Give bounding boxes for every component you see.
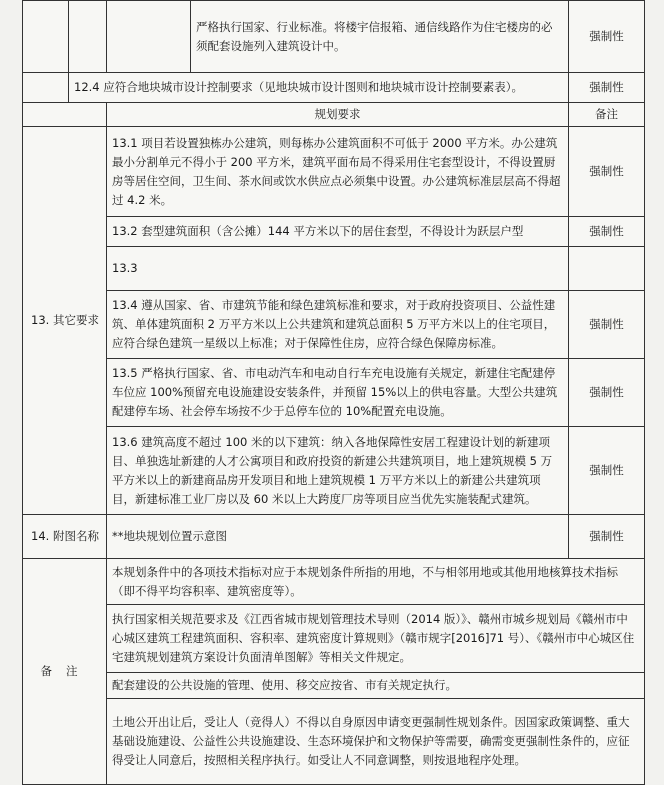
row-12-4: [23, 73, 645, 103]
requirement-text: 13.3: [107, 247, 569, 291]
mandatory-mark: 强制性: [569, 291, 645, 359]
note-text: 土地公开出让后，受让人（竞得人）不得以自身原因申请变更强制性规划条件。因国家政策调整、重大基础设施建设、公益性公共设施建设、生态环境保护和文物保护等需要，确需变更强制性条件的，应征得受让人同意后，按照相关程序执行。如受让人不同意调整，则按退地程序处理。: [107, 699, 645, 785]
requirement-text: 13.5 严格执行国家、省、市电动汽车和电动自行车充电设施有关规定，新建住宅配建停车位应 100%预留充电设施建设安装条件，并预留 15%以上的供电容量。大型公共建筑配建停车场、社会停车场按不少于总停车位的 10%配置充电设施。: [107, 359, 569, 427]
row-13-2: [23, 217, 645, 247]
mandatory-mark: 强制性: [569, 359, 645, 427]
continued-row: [23, 1, 645, 73]
requirement-text: 13.1 项目若设置独栋办公建筑，则每栋办公建筑面积不可低于 2000 平方米。办公建筑最小分割单元不得小于 200 平方米，建筑平面布局不得采用住宅套型设计，不得设置厨房等居住空间，卫生间、茶水间或饮水供应点必须集中设置。办公建筑标准层层高不得超过 4.2 米。: [107, 127, 569, 217]
header-remarks: 备注: [569, 103, 645, 127]
requirement-text: 13.6 建筑高度不超过 100 米的以下建筑：纳入各地保障性安居工程建设计划的新建项目、单独选址新建的人才公寓项目和政府投资的新建公共建筑项目，地上建筑规模 5 万平方米以上的新建商品房开发项目和地上建筑规模 1 万平方米以上的新建公共建筑项目，新建标准工业厂房以及 60 米以上大跨度厂房等项目应当优先实施装配式建筑。: [107, 427, 569, 515]
empty-cell: [23, 1, 69, 73]
mandatory-mark: 强制性: [569, 1, 645, 73]
notes-label: 备注: [23, 559, 107, 785]
requirement-text: 12.4 应符合地块城市设计控制要求（见地块城市设计图则和地块城市设计控制要素表）。: [69, 73, 569, 103]
attachment-name: **地块规划位置示意图: [107, 515, 569, 559]
mandatory-mark: 强制性: [569, 127, 645, 217]
mandatory-mark: 强制性: [569, 73, 645, 103]
empty-cell: [69, 1, 107, 73]
requirement-text: 严格执行国家、行业标准。将楼宇信报箱、通信线路作为住宅楼房的必须配套设施列入建筑设计中。: [191, 1, 569, 73]
header-requirements: 规划要求: [107, 103, 569, 127]
empty-cell: [23, 73, 69, 103]
row-13-4: [23, 291, 645, 359]
row-13-3: [23, 247, 645, 291]
requirement-text: 13.2 套型建筑面积（含公摊）144 平方米以下的居住套型，不得设计为跃层户型: [107, 217, 569, 247]
empty-cell: [23, 103, 107, 127]
note-text: 执行国家相关规范要求及《江西省城市规划管理技术导则（2014 版）》、赣州市城乡规划局《赣州市中心城区建筑工程建筑面积、容积率、建筑密度计算规则》（赣市规字[2016]71 号）、《赣州市中心城区住宅建筑规划建筑方案设计负面清单图解》等相关文件规定。: [107, 605, 645, 673]
mandatory-mark: 强制性: [569, 217, 645, 247]
section-13-label: 13. 其它要求: [23, 127, 107, 515]
notes-row-3: [23, 673, 645, 699]
note-text: 配套建设的公共设施的管理、使用、移交应按省、市有关规定执行。: [107, 673, 645, 699]
row-13-6: [23, 427, 645, 515]
notes-row-2: [23, 605, 645, 673]
note-text: 本规划条件中的各项技术指标对应于本规划条件所指的用地，不与相邻用地或其他用地核算技术指标（即不得平均容积率、建筑密度等）。: [107, 559, 645, 605]
requirement-text: 13.4 遵从国家、省、市建筑节能和绿色建筑标准和要求，对于政府投资项目、公益性建筑、单体建筑面积 2 万平方米以上公共建筑和建筑总面积 5 万平方米以上的住宅项目，应符合绿色建筑一星级以上标准；对于保障性住房，应符合绿色保障房标准。: [107, 291, 569, 359]
row-13-1: [23, 127, 645, 217]
notes-row-4: [23, 699, 645, 785]
mandatory-mark: 强制性: [569, 427, 645, 515]
empty-cell: [107, 1, 191, 73]
table-header: [23, 103, 645, 127]
mandatory-mark: 强制性: [569, 515, 645, 559]
planning-conditions-table: [22, 0, 645, 785]
mandatory-mark: [569, 247, 645, 291]
section-14-label: 14. 附图名称: [23, 515, 107, 559]
notes-row-1: [23, 559, 645, 605]
row-13-5: [23, 359, 645, 427]
row-14: [23, 515, 645, 559]
